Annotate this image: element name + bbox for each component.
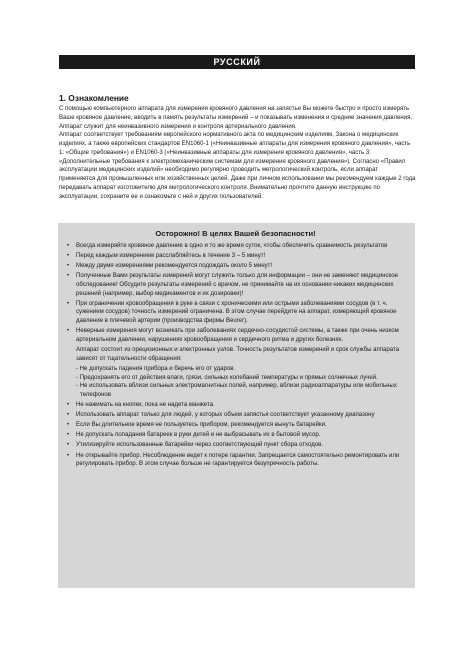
list-item	[66, 327, 405, 344]
safety-list	[66, 242, 405, 469]
bullet-icon: •	[67, 452, 70, 459]
safety-heading: Осторожно! В целях Вашей безопасности!	[155, 229, 316, 238]
list-item	[66, 452, 405, 469]
safety-warning-box	[58, 223, 415, 588]
bullet-icon: •	[67, 300, 70, 307]
section-heading: 1. Ознакомление	[59, 93, 129, 103]
bullet-icon: •	[67, 432, 70, 439]
dash-list	[66, 365, 405, 400]
bullet-icon: •	[67, 243, 70, 249]
list-item	[66, 431, 405, 440]
list-item-text: Использовать аппарат только для людей, у которых объем запястья соответствует указанному диапазону	[76, 412, 375, 419]
bullet-icon: •	[67, 328, 70, 335]
list-item	[66, 252, 405, 261]
list-item-text: Если Вы длительное время не пользуетесь прибором, рекомендуется вынуть батарейки.	[76, 422, 327, 429]
list-item-text: Утилизируйте использованные батарейки через соответствующий пункт сбора отходов.	[76, 442, 324, 449]
list-item	[66, 300, 405, 326]
list-item	[66, 242, 405, 251]
intro-paragraph: С помощью компьютерного аппарата для измерения кровяного давления на запястье Вы можете быстро и просто измерять Ваше кровяное давление, вводить в память результаты измерений – и показывать изменения и средние значения давления. Аппарат служит для неинвазивного измерения и контроля артериального давления.	[59, 106, 413, 130]
list-item-text: Перед каждым измерением расслабляйтесь в течение 3 – 5 минут!	[76, 253, 266, 260]
intro-text	[59, 105, 416, 201]
bullet-icon: •	[67, 263, 70, 270]
bullet-icon: •	[67, 402, 70, 409]
list-item-text: При ограничении кровообращения в руке в связи с хроническими или острыми заболеваниями сосудов (в т. ч. сужением сосудов) точность измерений ограничена. В этом случае перейдите на аппарат, измеряющий кровяное давление в плечевой артерии (производства фирмы Beurer).	[76, 300, 397, 325]
list-item-text: Полученные Вами результаты измерений могут служить только для информации – они не заменяют медицинское обследование! Обсудите результаты измерений с врачом, не принимайте на их основании никаких медицинских решений (например, выбор медикаментов и их дозировки)!	[76, 273, 398, 297]
list-item	[66, 421, 405, 430]
device-note-text: Аппарат состоит из прецизионных и электронных узлов. Точность результатов измерений и срок службы аппарата зависят от тщательности обращения:	[76, 347, 400, 362]
list-item-text: Не нажимать на кнопки, пока не надета манжета.	[76, 402, 215, 409]
list-item	[66, 441, 405, 450]
bullet-icon: •	[67, 422, 70, 429]
bullet-icon: •	[67, 273, 70, 280]
intro-paragraph: Аппарат соответствует требованиям европейского нормативного акта по медицинским изделиям, Закона о медицинских изделиях, а также европейских стандартов EN1060-1 («Неинвазивные аппараты для измерения кровяного давления», часть 1: «Общие требования») и EN1060-3 («Неинвазивные аппараты для измерения кровяного давления», часть 3: «Дополнительные требования к электромеханическим системам для измерения кровяного давления»). Согласно «Правил эксплуатации медицинских изделий» необходимо регулярно проводить метрологический контроль, если аппарат применяется для промышленных или хозяйственных целей. Даже при личном использовании мы рекомендуем каждые 2 года передавать аппарат изготовителю для метрологического контроля. Внимательно прочтите данную инструкцию по эксплуатации, сохраните ее и ознакомьте с ней и других пользователей.	[59, 132, 416, 200]
list-item-text: Не допускать попадания батареек в руки детей и не выбрасывать их в бытовой мусор.	[76, 432, 321, 439]
bullet-icon: •	[67, 412, 70, 419]
list-item-text: Между двумя измерениями рекомендуется подождать около 5 минут!	[76, 263, 273, 270]
list-item	[66, 272, 405, 298]
bullet-icon: •	[67, 253, 70, 260]
list-item-text: Неверные измерения могут возникать при заболеваниях сердечно-сосудистой системы, а также при очень низком артериальном давлении, нарушениях кровообращения и сердечного ритма и других болезнях.	[76, 328, 399, 343]
dash-item: - Не использовать вблизи сильных электромагнитных полей, например, вблизи радиоаппаратуры или мобильных телефонов	[76, 383, 397, 398]
dash-item: - Предохранять его от действия влаги, грязи, сильных колебаний температуры и прямых солнечных лучей.	[76, 374, 378, 381]
list-item	[66, 401, 405, 410]
list-item	[66, 262, 405, 271]
dash-item: - Не допускать падения прибора и беречь его от ударов.	[76, 365, 236, 372]
device-note	[66, 346, 405, 363]
list-item-text: Всегда измеряйте кровяное давление в одно и то же время суток, чтобы обеспечить сравнимость результатов	[76, 243, 388, 249]
bullet-icon: •	[67, 442, 70, 449]
list-item-text: Не открывайте прибор. Несоблюдение ведет к потере гарантии. Запрещается самостоятельно ремонтировать или регулировать прибор. В этом случае больше не гарантируется безупречность работы.	[76, 452, 400, 468]
list-item	[66, 411, 405, 420]
language-banner: РУССКИЙ	[59, 55, 415, 69]
